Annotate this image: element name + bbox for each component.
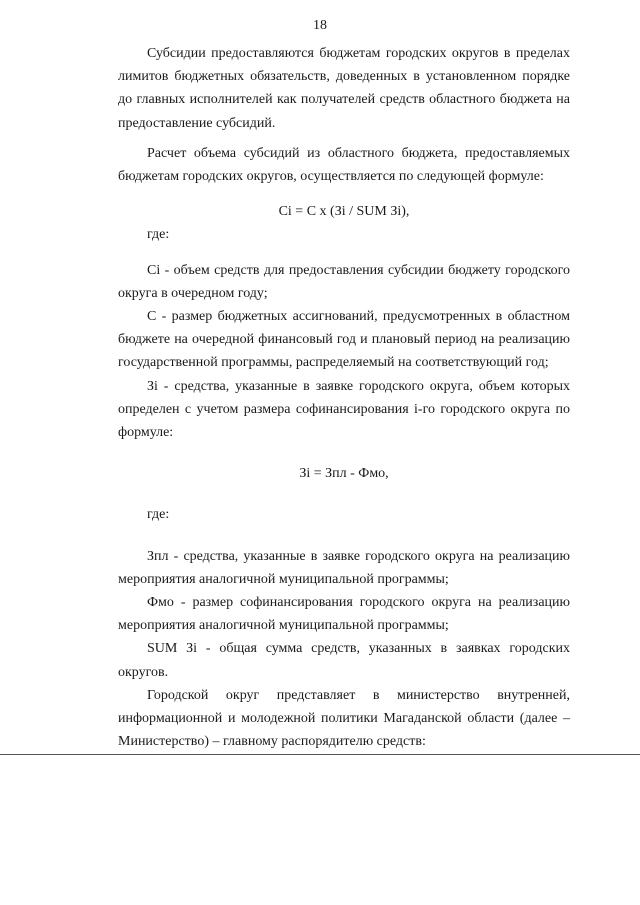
definition-c: C - размер бюджетных ассигнований, предусмотренных в областном бюджете на очередной финансовый год и плановый период на реализацию государственной программы, распределяемый на соответствующий год; bbox=[118, 309, 570, 371]
document-body bbox=[118, 42, 570, 753]
formula-zi: Зi = Зпл - Фмо, bbox=[299, 466, 389, 482]
where-label-1: где: bbox=[147, 227, 170, 243]
paragraph-calculation: Расчет объема субсидий из областного бюджета, предоставляемых бюджетам городских округов, осуществляется по следующей формуле: bbox=[118, 145, 570, 185]
where-label-2: где: bbox=[147, 507, 170, 523]
formula-ci: Ci = C x (Зi / SUM Зi), bbox=[278, 204, 410, 220]
definition-fmo: Фмо - размер софинансирования городского округа на реализацию мероприятия аналогичной муниципальной программы; bbox=[118, 595, 570, 634]
paragraph-subsidies: Субсидии предоставляются бюджетам городских округов в пределах лимитов бюджетных обязательств, доведенных в установленном порядке до главных исполнителей как получателей средств областного бюджета на предоставление субсидий. bbox=[118, 46, 570, 131]
page-divider bbox=[0, 754, 640, 755]
definition-ci: Ci - объем средств для предоставления субсидии бюджету городского округа в очередном году; bbox=[118, 262, 570, 301]
definition-zpl: Зпл - средства, указанные в заявке городского округа на реализацию мероприятия аналогичной муниципальной программы; bbox=[118, 548, 570, 587]
definition-sum-zi: SUM Зi - общая сумма средств, указанных в заявках городских округов. bbox=[118, 641, 570, 680]
definition-zi: Зi - средства, указанные в заявке городского округа, объем которых определен с учетом размера софинансирования i-го городского округа по формуле: bbox=[118, 378, 570, 441]
paragraph-city-district: Городской округ представляет в министерство внутренней, информационной и молодежной политики Магаданской области (далее – Министерство) – главному распорядителю средств: bbox=[118, 687, 570, 750]
page-number: 18 bbox=[313, 18, 327, 33]
